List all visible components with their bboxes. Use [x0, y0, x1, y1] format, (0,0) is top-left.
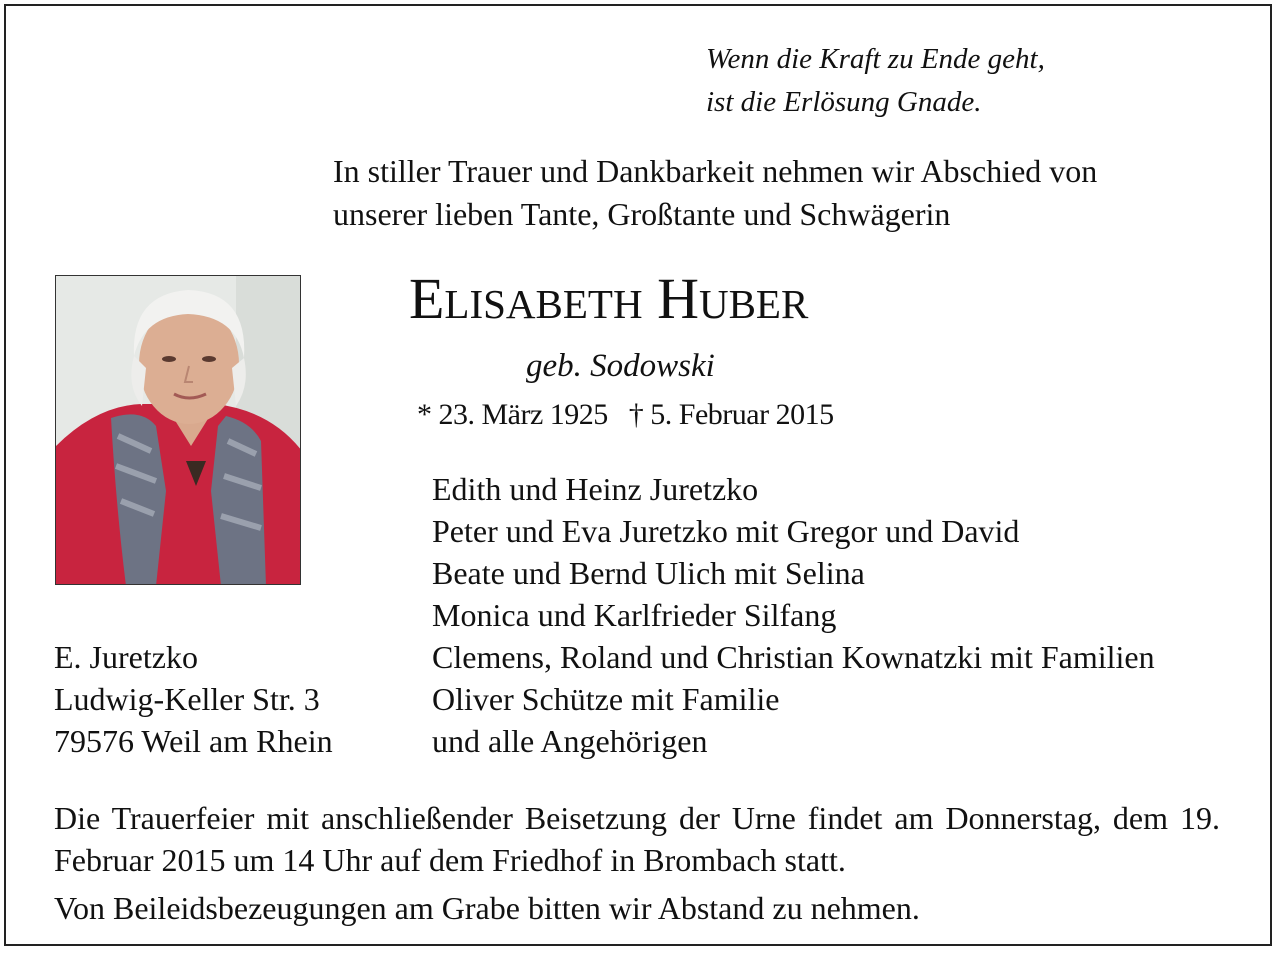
birth-name: geb. Sodowski [526, 348, 715, 384]
mourner-entry: Oliver Schütze mit Familie [432, 681, 780, 717]
mourners-list [432, 468, 1155, 762]
portrait-photo [55, 275, 301, 585]
quote [706, 38, 1045, 124]
mourner-entry: Edith und Heinz Juretzko [432, 471, 759, 507]
mourner-entry: Monica und Karlfrieder Silfang [432, 597, 837, 633]
mourner-entry: und alle Angehörigen [432, 723, 708, 759]
quote-line: Wenn die Kraft zu Ende geht, [706, 43, 1045, 75]
condolence-request: Von Beileidsbezeugungen am Grabe bitten wir Abstand zu nehmen. [54, 890, 920, 926]
deceased-name: Elisabeth Huber [409, 266, 809, 331]
funeral-service-info: Die Trauerfeier mit anschließender Beisetzung der Urne findet am Donnerstag, dem 19. Februar 2015 um 14 Uhr auf dem Friedhof in Brombach statt. [54, 800, 1220, 878]
life-dates: * 23. März 1925 † 5. Februar 2015 [417, 398, 834, 431]
mourner-entry: Peter und Eva Juretzko mit Gregor und David [432, 513, 1020, 549]
intro-text [333, 150, 1097, 236]
address-line: E. Juretzko [54, 639, 198, 675]
address-line: 79576 Weil am Rhein [54, 723, 333, 759]
intro-line: In stiller Trauer und Dankbarkeit nehmen wir Abschied von [333, 153, 1098, 189]
mourner-entry: Clemens, Roland und Christian Kownatzki mit Familien [432, 639, 1155, 675]
intro-line: unserer lieben Tante, Großtante und Schwägerin [333, 196, 951, 232]
mourner-entry: Beate und Bernd Ulich mit Selina [432, 555, 865, 591]
contact-address [54, 636, 333, 762]
portrait-illustration [56, 276, 301, 585]
quote-line: ist die Erlösung Gnade. [706, 86, 982, 118]
address-line: Ludwig-Keller Str. 3 [54, 681, 320, 717]
